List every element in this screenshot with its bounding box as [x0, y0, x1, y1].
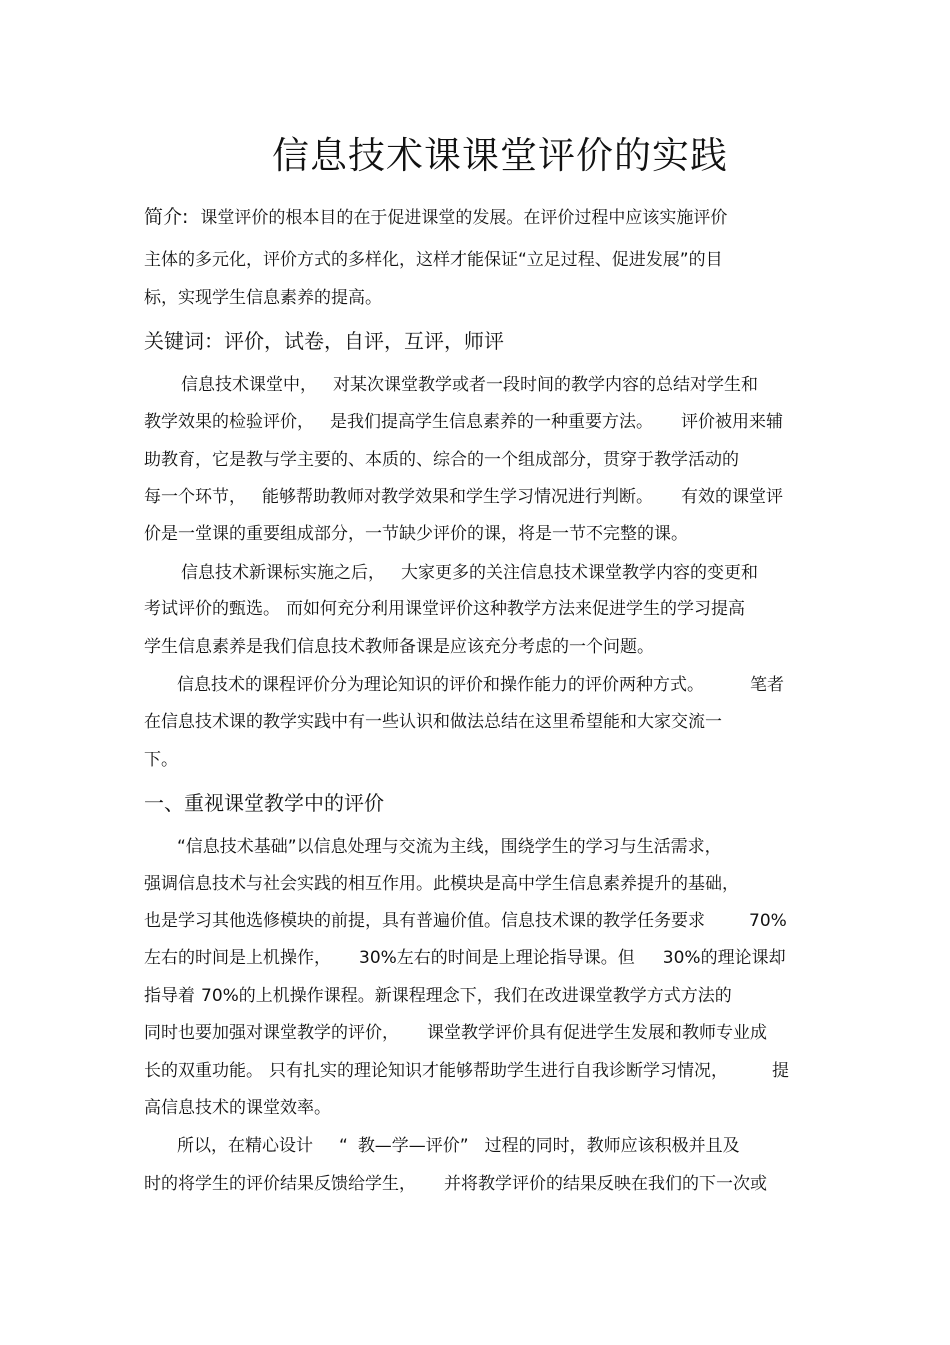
keywords-line: 关键词：评价，试卷，自评，互评，师评 [144, 329, 504, 353]
p1-text: 每一个环节， [144, 487, 246, 507]
intro-label: 简介: [144, 206, 189, 228]
p4-text: 也是学习其他选修模块的前提，具有普遍价值。信息技术课的教学任务要求 [144, 911, 705, 931]
p5-line-2 [144, 1173, 767, 1195]
p2-text: 信息技术新课标实施之后， [181, 563, 385, 583]
p1-text: 对某次课堂教学或者一段时间的教学内容的总结对学生和 [333, 375, 758, 395]
p4-text: 指导着 [144, 986, 195, 1006]
p5-text: 并将教学评价的结果反映在我们的下一次或 [444, 1174, 767, 1194]
p4-line-1: “信息技术基础”以信息处理与交流为主线，围绕学生的学习与生活需求， [177, 837, 722, 857]
p5-line-1 [177, 1135, 740, 1157]
p4-line-8: 高信息技术的课堂效率。 [144, 1098, 331, 1118]
p2-text: 考试评价的甄选。 [144, 599, 280, 619]
document-title: 信息技术课课堂评价的实践 [272, 134, 728, 177]
p1-text: 能够帮助教师对教学效果和学生学习情况进行判断。 [262, 487, 653, 507]
p4-line-3 [144, 910, 787, 932]
p4-text: 30%左右的时间是上理论指导课。但 [359, 948, 635, 968]
p1-text: 教学效果的检验评价， [144, 412, 314, 432]
p3-line-3: 下。 [144, 750, 178, 770]
section-heading-1: 一、重视课堂教学中的评价 [144, 791, 384, 815]
p4-text: 同时也要加强对课堂教学的评价， [144, 1023, 399, 1043]
p3-text: 信息技术的课程评价分为理论知识的评价和操作能力的评价两种方式。 [177, 675, 704, 695]
p3-line-2: 在信息技术课的教学实践中有一些认识和做法总结在这里希望能和大家交流一 [144, 712, 722, 732]
p4-text: 70% [749, 911, 787, 931]
p5-text: “ [339, 1136, 348, 1156]
intro-line-1 [144, 206, 727, 229]
p2-line-3: 学生信息素养是我们信息技术教师备课是应该充分考虑的一个问题。 [144, 637, 654, 657]
p4-text: 课堂教学评价具有促进学生发展和教师专业成 [427, 1023, 767, 1043]
intro-text-1: 课堂评价的根本目的在于促进课堂的发展。在评价过程中应该实施评价 [200, 208, 728, 228]
p4-text: 30%的理论课却 [662, 948, 786, 968]
intro-line-2: 主体的多元化，评价方式的多样化，这样才能保证“立足过程、促进发展”的目 [144, 250, 723, 270]
p5-text: 教—学—评价” [357, 1136, 469, 1156]
p4-line-7 [144, 1060, 789, 1082]
p5-text: 所以，在精心设计 [177, 1136, 313, 1156]
p4-line-6 [144, 1022, 767, 1044]
p1-line-1 [181, 374, 758, 396]
p4-text: 70%的上机操作课程。新课程理念下，我们在改进课堂教学方式方法的 [201, 986, 732, 1006]
p1-line-5: 价是一堂课的重要组成部分，一节缺少评价的课，将是一节不完整的课。 [144, 524, 688, 544]
p1-text: 信息技术课堂中， [181, 375, 317, 395]
p3-text: 笔者 [750, 675, 784, 695]
p4-line-5 [144, 985, 732, 1007]
p3-line-1 [177, 674, 784, 696]
p4-text: 左右的时间是上机操作， [144, 948, 331, 968]
p2-line-1 [181, 562, 758, 584]
p1-line-4 [144, 486, 783, 508]
p4-text: 提 [772, 1061, 789, 1081]
p4-text: 只有扎实的理论知识才能够帮助学生进行自我诊断学习情况， [269, 1061, 728, 1081]
p1-line-2 [144, 411, 783, 433]
p2-line-2 [144, 598, 745, 620]
p1-text: 评价被用来辅 [681, 412, 783, 432]
p4-line-4 [144, 947, 786, 969]
p2-text: 大家更多的关注信息技术课堂教学内容的变更和 [401, 563, 758, 583]
p4-text: 长的双重功能。 [144, 1061, 263, 1081]
p2-text: 而如何充分利用课堂评价这种教学方法来促进学生的学习提高 [286, 599, 745, 619]
p4-line-2: 强调信息技术与社会实践的相互作用。此模块是高中学生信息素养提升的基础， [144, 874, 739, 894]
intro-line-3: 标，实现学生信息素养的提高。 [144, 288, 382, 308]
p1-line-3: 助教育，它是教与学主要的、本质的、综合的一个组成部分，贯穿于教学活动的 [144, 450, 739, 470]
p1-text: 是我们提高学生信息素养的一种重要方法。 [330, 412, 653, 432]
p5-text: 时的将学生的评价结果反馈给学生， [144, 1174, 416, 1194]
p1-text: 有效的课堂评 [681, 487, 783, 507]
p5-text: 过程的同时，教师应该积极并且及 [484, 1136, 740, 1156]
